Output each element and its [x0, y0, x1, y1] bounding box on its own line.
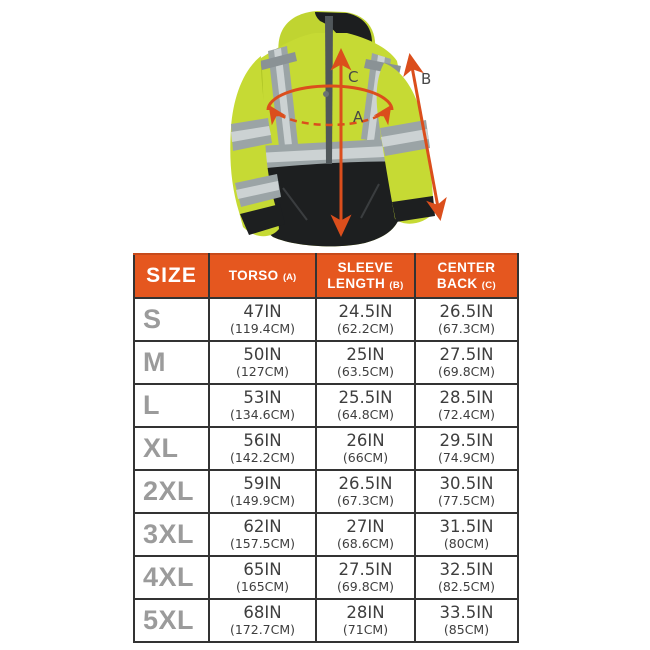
- table-row: [134, 341, 518, 384]
- back-cell: 31.5IN (80CM): [415, 513, 518, 556]
- col-header-size: SIZE: [134, 254, 209, 298]
- table-row: [134, 384, 518, 427]
- size-label: 4XL: [134, 556, 209, 599]
- label-c: C: [348, 68, 359, 86]
- back-cell: 29.5IN (74.9CM): [415, 427, 518, 470]
- col-header-torso: TORSO (A): [209, 254, 316, 298]
- table-row: [134, 599, 518, 642]
- sleeve-cell: 24.5IN (62.2CM): [316, 298, 415, 341]
- back-cell: 26.5IN (67.3CM): [415, 298, 518, 341]
- torso-cell: 65IN (165CM): [209, 556, 316, 599]
- sleeve-cell: 25IN (63.5CM): [316, 341, 415, 384]
- size-label: 2XL: [134, 470, 209, 513]
- sleeve-cell: 26IN (66CM): [316, 427, 415, 470]
- back-cell: 33.5IN (85CM): [415, 599, 518, 642]
- size-chart-table: [133, 253, 519, 643]
- size-label: L: [134, 384, 209, 427]
- size-label: XL: [134, 427, 209, 470]
- zipper: [325, 16, 333, 164]
- size-label: 3XL: [134, 513, 209, 556]
- label-a: A: [353, 108, 364, 126]
- jacket-illustration: [165, 6, 465, 251]
- torso-cell: 62IN (157.5CM): [209, 513, 316, 556]
- table-row: [134, 556, 518, 599]
- label-b: B: [421, 70, 432, 88]
- sleeve-cell: 28IN (71CM): [316, 599, 415, 642]
- size-label: S: [134, 298, 209, 341]
- torso-cell: 56IN (142.2CM): [209, 427, 316, 470]
- table-row: [134, 427, 518, 470]
- table-row: [134, 298, 518, 341]
- col-header-sleeve: SLEEVE LENGTH (B): [316, 254, 415, 298]
- torso-cell: 53IN (134.6CM): [209, 384, 316, 427]
- back-cell: 27.5IN (69.8CM): [415, 341, 518, 384]
- table-row: [134, 470, 518, 513]
- jacket-lower-black: [258, 162, 404, 247]
- jacket-measurement-diagram: [165, 6, 465, 251]
- back-cell: 30.5IN (77.5CM): [415, 470, 518, 513]
- size-label: M: [134, 341, 209, 384]
- sleeve-cell: 26.5IN (67.3CM): [316, 470, 415, 513]
- torso-cell: 50IN (127CM): [209, 341, 316, 384]
- sleeve-cell: 27.5IN (69.8CM): [316, 556, 415, 599]
- torso-cell: 47IN (119.4CM): [209, 298, 316, 341]
- table-row: [134, 513, 518, 556]
- torso-cell: 59IN (149.9CM): [209, 470, 316, 513]
- back-cell: 32.5IN (82.5CM): [415, 556, 518, 599]
- col-header-back: CENTER BACK (C): [415, 254, 518, 298]
- back-cell: 28.5IN (72.4CM): [415, 384, 518, 427]
- size-label: 5XL: [134, 599, 209, 642]
- torso-cell: 68IN (172.7CM): [209, 599, 316, 642]
- sleeve-cell: 25.5IN (64.8CM): [316, 384, 415, 427]
- sleeve-cell: 27IN (68.6CM): [316, 513, 415, 556]
- header-row: [134, 254, 518, 298]
